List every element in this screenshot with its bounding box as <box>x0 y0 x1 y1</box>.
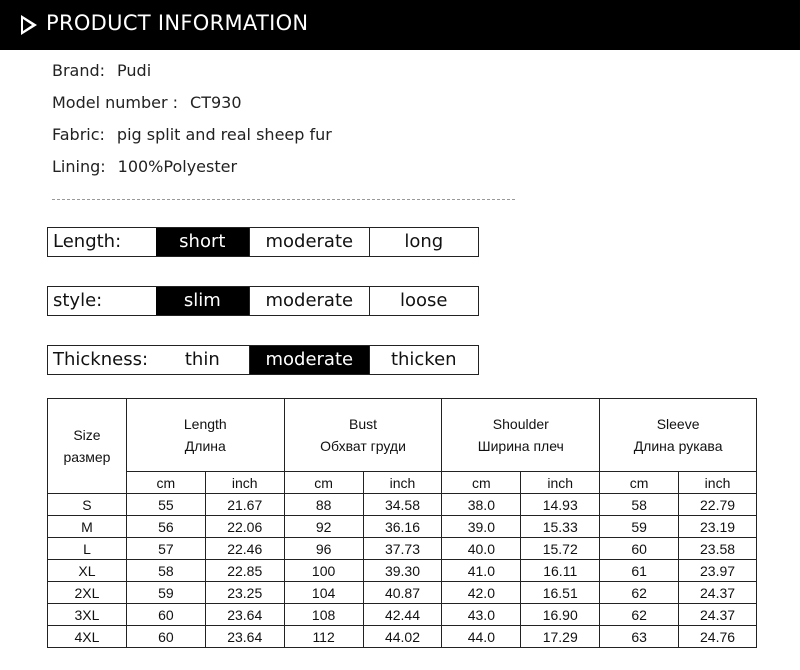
table-row <box>48 582 757 604</box>
unit-header: cm <box>126 472 205 494</box>
size-cell: S <box>48 494 127 516</box>
attribute-label: style: <box>53 290 103 311</box>
size-header-cell <box>48 399 127 494</box>
measurement-cell: 38.0 <box>442 494 521 516</box>
measurement-cell: 23.64 <box>205 604 284 626</box>
unit-header: inch <box>679 472 757 494</box>
measurement-cell: 22.06 <box>205 516 284 538</box>
measurement-cell: 60 <box>126 626 205 648</box>
measurement-cell: 62 <box>600 582 679 604</box>
measurement-cell: 42.44 <box>363 604 442 626</box>
measurement-cell: 61 <box>600 560 679 582</box>
info-value: pig split and real sheep fur <box>116 125 332 144</box>
size-cell: XL <box>48 560 127 582</box>
attribute-option: long <box>369 228 478 256</box>
measurement-cell: 43.0 <box>442 604 521 626</box>
measurement-cell: 16.51 <box>521 582 600 604</box>
size-cell: M <box>48 516 127 538</box>
measurement-cell: 39.30 <box>363 560 442 582</box>
measurement-cell: 60 <box>126 604 205 626</box>
group-header-ru: Ширина плеч <box>477 438 564 454</box>
size-table-body <box>48 494 757 648</box>
group-header-sleeve <box>600 399 757 472</box>
size-cell: 2XL <box>48 582 127 604</box>
group-header-shoulder <box>442 399 600 472</box>
group-header-length <box>126 399 284 472</box>
group-header-bust <box>284 399 442 472</box>
measurement-cell: 21.67 <box>205 494 284 516</box>
measurement-cell: 44.0 <box>442 626 521 648</box>
section-title: PRODUCT INFORMATION <box>46 11 309 35</box>
measurement-cell: 108 <box>284 604 363 626</box>
measurement-cell: 15.72 <box>521 538 600 560</box>
measurement-cell: 23.25 <box>205 582 284 604</box>
unit-header: inch <box>205 472 284 494</box>
measurement-cell: 41.0 <box>442 560 521 582</box>
measurement-cell: 23.58 <box>679 538 757 560</box>
table-row <box>48 626 757 648</box>
measurement-cell: 92 <box>284 516 363 538</box>
info-value: CT930 <box>190 93 242 112</box>
measurement-cell: 100 <box>284 560 363 582</box>
table-row <box>48 560 757 582</box>
attribute-style <box>47 286 479 316</box>
unit-header: cm <box>284 472 363 494</box>
measurement-cell: 39.0 <box>442 516 521 538</box>
group-header-ru: Обхват груди <box>320 438 406 454</box>
attribute-option: short <box>156 228 250 256</box>
info-fabric <box>52 125 332 144</box>
info-value: 100%Polyester <box>117 157 238 176</box>
measurement-cell: 42.0 <box>442 582 521 604</box>
unit-header: inch <box>363 472 442 494</box>
measurement-cell: 112 <box>284 626 363 648</box>
measurement-cell: 23.97 <box>679 560 757 582</box>
measurement-cell: 24.37 <box>679 582 757 604</box>
measurement-cell: 24.76 <box>679 626 757 648</box>
attribute-label: Length: <box>53 231 122 252</box>
unit-header: inch <box>521 472 600 494</box>
group-header-en: Sleeve <box>656 416 700 432</box>
measurement-cell: 24.37 <box>679 604 757 626</box>
info-label: Model number : <box>52 93 179 112</box>
unit-header: cm <box>600 472 679 494</box>
info-label: Lining: <box>52 157 106 176</box>
group-header-en: Bust <box>349 416 378 432</box>
size-cell: 4XL <box>48 626 127 648</box>
attribute-length <box>47 227 479 257</box>
group-header-ru: Длина <box>184 438 226 454</box>
size-cell: 3XL <box>48 604 127 626</box>
table-row <box>48 604 757 626</box>
measurement-cell: 23.19 <box>679 516 757 538</box>
measurement-cell: 58 <box>126 560 205 582</box>
measurement-cell: 55 <box>126 494 205 516</box>
measurement-cell: 40.0 <box>442 538 521 560</box>
attribute-option: loose <box>369 287 478 315</box>
table-row <box>48 516 757 538</box>
measurement-cell: 40.87 <box>363 582 442 604</box>
measurement-cell: 22.79 <box>679 494 757 516</box>
measurement-cell: 44.02 <box>363 626 442 648</box>
info-value: Pudi <box>117 61 152 80</box>
measurement-cell: 22.85 <box>205 560 284 582</box>
info-label: Brand: <box>52 61 106 80</box>
table-row <box>48 494 757 516</box>
attribute-option: thicken <box>369 346 478 374</box>
attribute-option: moderate <box>249 287 368 315</box>
info-lining <box>52 157 237 176</box>
measurement-cell: 59 <box>126 582 205 604</box>
attribute-option: thin <box>184 349 220 370</box>
measurement-cell: 60 <box>600 538 679 560</box>
attribute-thickness <box>47 345 479 375</box>
group-header-en: Length <box>183 416 227 432</box>
measurement-cell: 17.29 <box>521 626 600 648</box>
group-header-ru: Длина рукава <box>633 438 723 454</box>
measurement-cell: 34.58 <box>363 494 442 516</box>
measurement-cell: 37.73 <box>363 538 442 560</box>
table-row <box>48 538 757 560</box>
measurement-cell: 23.64 <box>205 626 284 648</box>
measurement-cell: 59 <box>600 516 679 538</box>
attribute-option: moderate <box>249 346 368 374</box>
measurement-cell: 56 <box>126 516 205 538</box>
group-header-en: Shoulder <box>492 416 549 432</box>
measurement-cell: 88 <box>284 494 363 516</box>
attribute-option: moderate <box>249 228 368 256</box>
measurement-cell: 57 <box>126 538 205 560</box>
measurement-cell: 96 <box>284 538 363 560</box>
measurement-cell: 36.16 <box>363 516 442 538</box>
size-header-ru: размер <box>63 449 111 465</box>
measurement-cell: 104 <box>284 582 363 604</box>
measurement-cell: 58 <box>600 494 679 516</box>
unit-header: cm <box>442 472 521 494</box>
attribute-label: Thickness: <box>53 349 149 370</box>
info-model-number <box>52 93 242 112</box>
info-brand <box>52 61 151 80</box>
measurement-cell: 62 <box>600 604 679 626</box>
measurement-cell: 22.46 <box>205 538 284 560</box>
measurement-cell: 14.93 <box>521 494 600 516</box>
measurement-cell: 16.90 <box>521 604 600 626</box>
play-triangle-icon <box>21 15 37 35</box>
measurement-cell: 16.11 <box>521 560 600 582</box>
section-header <box>0 0 800 50</box>
measurement-cell: 63 <box>600 626 679 648</box>
size-cell: L <box>48 538 127 560</box>
info-label: Fabric: <box>52 125 105 144</box>
measurement-cell: 15.33 <box>521 516 600 538</box>
size-header-en: Size <box>73 427 101 443</box>
attribute-option: slim <box>156 287 250 315</box>
size-chart-table <box>47 398 757 648</box>
dashed-divider <box>52 199 515 200</box>
